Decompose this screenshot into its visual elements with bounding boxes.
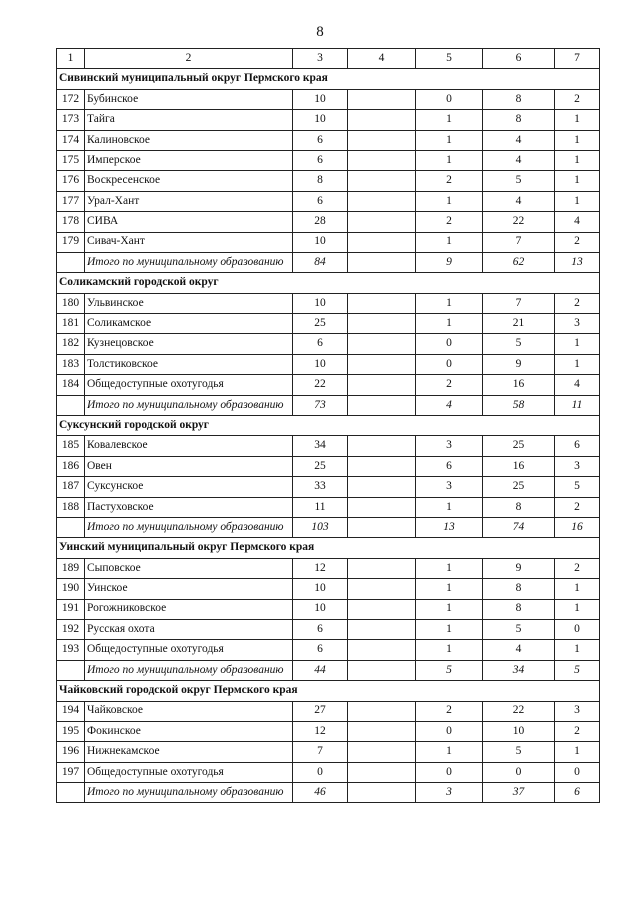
table-cell: 173 (57, 110, 85, 130)
table-cell (348, 599, 416, 619)
table-cell: 2 (416, 701, 483, 721)
table-row (57, 171, 600, 191)
table-cell (348, 150, 416, 170)
total-cell (348, 517, 416, 537)
table-cell: 2 (416, 375, 483, 395)
table-row (57, 375, 600, 395)
total-cell: 37 (483, 783, 555, 803)
table-cell: 1 (555, 354, 600, 374)
table-cell: 2 (416, 171, 483, 191)
total-row (57, 395, 600, 415)
total-cell (57, 783, 85, 803)
table-cell: 1 (555, 150, 600, 170)
total-cell (348, 395, 416, 415)
table-cell: 178 (57, 212, 85, 232)
table-cell: 172 (57, 89, 85, 109)
table-cell: 21 (483, 314, 555, 334)
section-title: Чайковский городской округ Пермского края (57, 681, 600, 701)
table-cell: Воскресенское (85, 171, 293, 191)
table-cell: 184 (57, 375, 85, 395)
table-cell: Общедоступные охотугодья (85, 762, 293, 782)
total-cell: 13 (555, 252, 600, 272)
table-cell: 12 (293, 558, 348, 578)
table-cell: 9 (483, 354, 555, 374)
table-cell: 5 (555, 477, 600, 497)
table-row (57, 579, 600, 599)
total-cell: 4 (416, 395, 483, 415)
total-cell: 13 (416, 517, 483, 537)
table-cell: 1 (416, 742, 483, 762)
table-cell: Ульвинское (85, 293, 293, 313)
table-cell: Соликамское (85, 314, 293, 334)
table-row (57, 640, 600, 660)
table-cell: 4 (483, 130, 555, 150)
table-cell (348, 293, 416, 313)
table-cell: Ковалевское (85, 436, 293, 456)
table-row (57, 130, 600, 150)
table-cell: Кузнецовское (85, 334, 293, 354)
table-cell: 2 (555, 497, 600, 517)
table-cell: 195 (57, 721, 85, 741)
table-cell (348, 212, 416, 232)
table-cell (348, 89, 416, 109)
table-cell: 194 (57, 701, 85, 721)
table-cell: 25 (293, 456, 348, 476)
table-cell: 187 (57, 477, 85, 497)
header-cell: 6 (483, 49, 555, 69)
table-cell: 1 (416, 497, 483, 517)
table-cell: 0 (293, 762, 348, 782)
table-cell (348, 314, 416, 334)
table-cell: Овен (85, 456, 293, 476)
table-cell: 6 (293, 619, 348, 639)
table-row (57, 742, 600, 762)
table-cell: 182 (57, 334, 85, 354)
total-cell: 16 (555, 517, 600, 537)
table-cell: 1 (416, 558, 483, 578)
table-cell: 0 (416, 762, 483, 782)
table-row (57, 497, 600, 517)
table-cell: 2 (555, 293, 600, 313)
header-cell: 3 (293, 49, 348, 69)
table-cell: 28 (293, 212, 348, 232)
table-cell: 188 (57, 497, 85, 517)
table-cell: 1 (555, 742, 600, 762)
total-cell (348, 252, 416, 272)
table-cell: 25 (483, 436, 555, 456)
table-cell: 1 (416, 314, 483, 334)
table-cell: 1 (416, 619, 483, 639)
header-cell: 5 (416, 49, 483, 69)
table-cell: 8 (483, 89, 555, 109)
table-row (57, 89, 600, 109)
table-cell: 6 (293, 334, 348, 354)
table-cell: 1 (416, 293, 483, 313)
table-row (57, 354, 600, 374)
table-cell: 1 (555, 110, 600, 130)
table-row (57, 212, 600, 232)
table-cell: Уинское (85, 579, 293, 599)
table-cell: Рогожниковское (85, 599, 293, 619)
table-cell: 1 (416, 110, 483, 130)
table-cell (348, 477, 416, 497)
total-cell: 34 (483, 660, 555, 680)
table-cell: 4 (483, 640, 555, 660)
total-cell: 73 (293, 395, 348, 415)
table-cell (348, 232, 416, 252)
table-cell: 10 (483, 721, 555, 741)
table-row (57, 558, 600, 578)
table-cell: 180 (57, 293, 85, 313)
table-cell (348, 375, 416, 395)
table-cell: 6 (293, 130, 348, 150)
table-cell: 8 (483, 497, 555, 517)
table-cell: 193 (57, 640, 85, 660)
section-title: Суксунский городской округ (57, 416, 600, 436)
table-cell: 25 (293, 314, 348, 334)
table-row (57, 599, 600, 619)
table-row (57, 293, 600, 313)
table-cell: Нижнекамское (85, 742, 293, 762)
table-cell (348, 191, 416, 211)
table-cell: 1 (416, 130, 483, 150)
header-cell: 2 (85, 49, 293, 69)
table-row (57, 701, 600, 721)
table-cell: 1 (416, 640, 483, 660)
total-cell: 46 (293, 783, 348, 803)
table-cell: 6 (555, 436, 600, 456)
table-cell: 3 (555, 456, 600, 476)
table-cell: 0 (416, 334, 483, 354)
header-cell: 7 (555, 49, 600, 69)
table-cell: 16 (483, 375, 555, 395)
table-cell: Чайковское (85, 701, 293, 721)
section-row (57, 538, 600, 558)
table-cell (348, 619, 416, 639)
table-cell: 1 (416, 232, 483, 252)
header-cell: 4 (348, 49, 416, 69)
table-cell: 4 (483, 150, 555, 170)
table-cell: 34 (293, 436, 348, 456)
table-cell: 10 (293, 293, 348, 313)
table-cell: 7 (483, 293, 555, 313)
table-cell: 174 (57, 130, 85, 150)
table-cell: 0 (555, 619, 600, 639)
total-cell: 84 (293, 252, 348, 272)
table-cell (348, 171, 416, 191)
table-cell: 6 (416, 456, 483, 476)
table-cell: Пастуховское (85, 497, 293, 517)
table-cell: 2 (555, 232, 600, 252)
table-cell: Толстиковское (85, 354, 293, 374)
table-cell: 16 (483, 456, 555, 476)
total-cell: Итого по муниципальному образованию (85, 660, 293, 680)
total-cell: Итого по муниципальному образованию (85, 783, 293, 803)
table-cell (348, 334, 416, 354)
table-cell: 1 (555, 334, 600, 354)
table-cell: 10 (293, 354, 348, 374)
table-cell: 8 (293, 171, 348, 191)
table-cell: 5 (483, 742, 555, 762)
table-cell (348, 354, 416, 374)
table-row (57, 334, 600, 354)
table-cell: 9 (483, 558, 555, 578)
table-cell: Фокинское (85, 721, 293, 741)
table-body (57, 49, 600, 803)
table-cell (348, 110, 416, 130)
total-cell (348, 660, 416, 680)
table-cell: 2 (555, 558, 600, 578)
table-cell: 1 (555, 130, 600, 150)
table-cell (348, 497, 416, 517)
table-cell: 0 (416, 721, 483, 741)
table-row (57, 477, 600, 497)
section-title: Сивинский муниципальный округ Пермского края (57, 69, 600, 89)
table-cell: 1 (416, 579, 483, 599)
table-row (57, 232, 600, 252)
table-cell: 2 (555, 721, 600, 741)
table-cell: 177 (57, 191, 85, 211)
table-cell (348, 558, 416, 578)
table-cell: 197 (57, 762, 85, 782)
section-row (57, 69, 600, 89)
table-cell: 3 (555, 701, 600, 721)
table-cell (348, 579, 416, 599)
total-cell: Итого по муниципальному образованию (85, 395, 293, 415)
table-row (57, 762, 600, 782)
table-cell: 3 (555, 314, 600, 334)
table-row (57, 436, 600, 456)
table-cell: 11 (293, 497, 348, 517)
total-cell (57, 395, 85, 415)
table-row (57, 110, 600, 130)
total-cell: 5 (555, 660, 600, 680)
table-cell: 1 (416, 191, 483, 211)
table-cell: 3 (416, 436, 483, 456)
table-cell: 175 (57, 150, 85, 170)
table-cell: Имперское (85, 150, 293, 170)
table-cell: Урал-Хант (85, 191, 293, 211)
total-cell: Итого по муниципальному образованию (85, 252, 293, 272)
table-cell: 196 (57, 742, 85, 762)
table-cell: Русская охота (85, 619, 293, 639)
total-cell (348, 783, 416, 803)
total-cell: 9 (416, 252, 483, 272)
table-cell: 1 (555, 640, 600, 660)
table-cell: 185 (57, 436, 85, 456)
table-cell: Общедоступные охотугодья (85, 375, 293, 395)
table-cell: 0 (416, 354, 483, 374)
table-cell: 8 (483, 110, 555, 130)
table-cell: 179 (57, 232, 85, 252)
table-cell: 1 (555, 579, 600, 599)
hunting-quota-table (56, 48, 600, 803)
table-cell: 7 (293, 742, 348, 762)
table-cell: 189 (57, 558, 85, 578)
table-cell: 192 (57, 619, 85, 639)
table-cell: 8 (483, 579, 555, 599)
section-row (57, 416, 600, 436)
table-cell: 33 (293, 477, 348, 497)
total-cell: 103 (293, 517, 348, 537)
table-cell: 10 (293, 89, 348, 109)
table-cell: 12 (293, 721, 348, 741)
table-cell: Сыповское (85, 558, 293, 578)
table-cell: 1 (416, 150, 483, 170)
table-cell: 2 (555, 89, 600, 109)
table-cell: 6 (293, 150, 348, 170)
table-cell: 1 (555, 171, 600, 191)
total-row (57, 517, 600, 537)
table-cell (348, 130, 416, 150)
table-cell: 10 (293, 110, 348, 130)
table-cell (348, 742, 416, 762)
table-cell: 4 (483, 191, 555, 211)
table-cell: 1 (555, 191, 600, 211)
total-cell: 74 (483, 517, 555, 537)
total-cell (57, 252, 85, 272)
total-cell (57, 660, 85, 680)
table-cell: Тайга (85, 110, 293, 130)
table-cell: СИВА (85, 212, 293, 232)
section-row (57, 273, 600, 293)
table-row (57, 314, 600, 334)
table-cell: 4 (555, 212, 600, 232)
table-cell (348, 762, 416, 782)
table-cell: 1 (416, 599, 483, 619)
table-cell: 186 (57, 456, 85, 476)
table-cell: 1 (555, 599, 600, 619)
table-cell: Калиновское (85, 130, 293, 150)
section-title: Соликамский городской округ (57, 273, 600, 293)
table-cell: 22 (293, 375, 348, 395)
table-cell: 7 (483, 232, 555, 252)
header-row (57, 49, 600, 69)
page-number: 8 (316, 24, 324, 40)
section-row (57, 681, 600, 701)
table-cell: 4 (555, 375, 600, 395)
table-cell: 183 (57, 354, 85, 374)
total-cell: 5 (416, 660, 483, 680)
table-cell: 3 (416, 477, 483, 497)
table-cell: 6 (293, 191, 348, 211)
table-cell: 5 (483, 334, 555, 354)
total-cell: 3 (416, 783, 483, 803)
total-cell: Итого по муниципальному образованию (85, 517, 293, 537)
table-cell: 27 (293, 701, 348, 721)
table-cell (348, 701, 416, 721)
total-cell: 62 (483, 252, 555, 272)
table-row (57, 721, 600, 741)
total-row (57, 252, 600, 272)
table-cell: Общедоступные охотугодья (85, 640, 293, 660)
table-cell: 10 (293, 599, 348, 619)
table-cell: 176 (57, 171, 85, 191)
header-cell: 1 (57, 49, 85, 69)
section-title: Уинский муниципальный округ Пермского края (57, 538, 600, 558)
table-cell: 10 (293, 579, 348, 599)
total-cell: 6 (555, 783, 600, 803)
table-cell: 190 (57, 579, 85, 599)
table-cell: Суксунское (85, 477, 293, 497)
table-cell: 22 (483, 701, 555, 721)
table-cell (348, 436, 416, 456)
table-cell: 8 (483, 599, 555, 619)
table-cell: 181 (57, 314, 85, 334)
table-row (57, 619, 600, 639)
table-cell: 22 (483, 212, 555, 232)
table-cell (348, 640, 416, 660)
total-cell: 44 (293, 660, 348, 680)
table-cell: 0 (483, 762, 555, 782)
table-cell: 5 (483, 171, 555, 191)
table-cell: 25 (483, 477, 555, 497)
total-cell (57, 517, 85, 537)
total-row (57, 783, 600, 803)
table-cell: 6 (293, 640, 348, 660)
table-cell: 2 (416, 212, 483, 232)
table-cell: 10 (293, 232, 348, 252)
table-cell (348, 721, 416, 741)
total-cell: 11 (555, 395, 600, 415)
total-cell: 58 (483, 395, 555, 415)
table-cell: Бубинское (85, 89, 293, 109)
table-cell: 0 (416, 89, 483, 109)
table-row (57, 150, 600, 170)
table-cell (348, 456, 416, 476)
total-row (57, 660, 600, 680)
table-row (57, 191, 600, 211)
table-cell: 0 (555, 762, 600, 782)
table-cell: 5 (483, 619, 555, 639)
table-cell: 191 (57, 599, 85, 619)
table-row (57, 456, 600, 476)
table-cell: Сивач-Хант (85, 232, 293, 252)
